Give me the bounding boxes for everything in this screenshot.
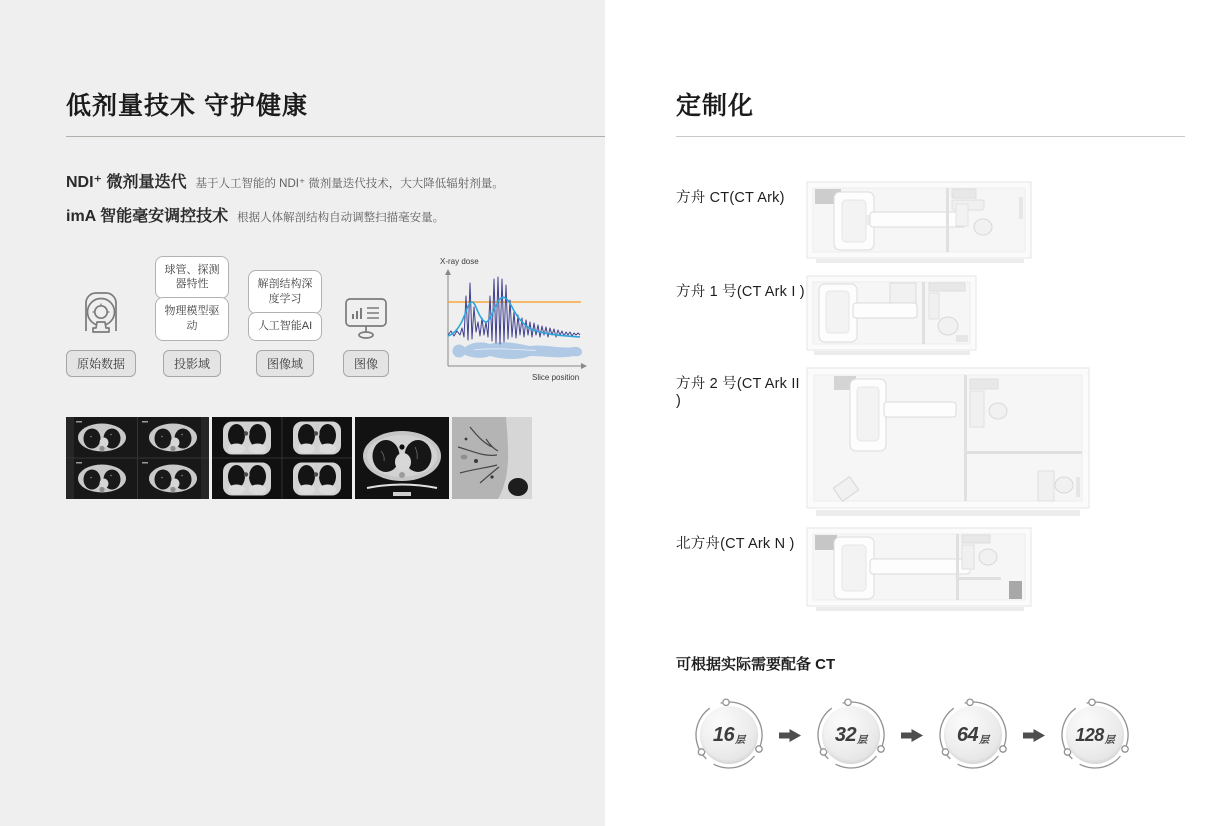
model-row-ct-ark — [676, 179, 1185, 265]
feature-ima-desc: 根据人体解剖结构自动调整扫描毫安量。 — [237, 212, 445, 224]
patient-silhouette — [453, 342, 583, 359]
ct-image-axial-grid — [66, 417, 209, 499]
floorplan-ct-ark-2 — [806, 365, 1090, 517]
customization-section — [605, 0, 1209, 826]
slice-unit: 层 — [979, 735, 990, 746]
slice-count: 64 — [956, 723, 979, 746]
ai-pipeline-diagram — [66, 252, 605, 382]
slice-unit: 层 — [857, 735, 868, 746]
slice-count: 32 — [834, 723, 857, 746]
arrow-right-icon — [778, 728, 802, 743]
chip-projection-domain: 投影域 — [163, 350, 221, 377]
slice-unit: 层 — [735, 735, 746, 746]
box-tube-detector: 球管、探测器特性 — [155, 256, 229, 300]
feature-list — [66, 169, 605, 226]
ct-option-32 — [814, 698, 888, 772]
box-ai: 人工智能AI — [248, 312, 322, 341]
slice-count: 16 — [712, 723, 735, 746]
feature-ndi-name: NDI⁺ 微剂量迭代 — [66, 174, 187, 191]
feature-ndi-desc: 基于人工智能的 NDI⁺ 微剂量迭代技术，大大降低辐射剂量。 — [195, 178, 504, 190]
chip-image: 图像 — [343, 350, 389, 377]
arrow-right-icon — [900, 728, 924, 743]
ct-image-lung-zoom — [452, 417, 532, 499]
box-anatomy-learning: 解剖结构深度学习 — [248, 270, 322, 314]
model-label: 方舟 CT(CT Ark) — [676, 190, 785, 206]
image-domain-boxes — [248, 270, 322, 341]
floorplan-ct-ark — [806, 179, 1032, 265]
left-section-title: 低剂量技术 守护健康 — [66, 92, 308, 120]
pipeline-stage-image-domain — [248, 270, 322, 377]
left-title-divider — [66, 136, 605, 137]
model-label: 北方舟(CT Ark N ) — [676, 536, 795, 552]
model-label: 方舟 1 号(CT Ark I ) — [676, 284, 805, 300]
ct-image-coronal-grid — [212, 417, 352, 499]
ct-option-16 — [692, 698, 766, 772]
right-title-divider — [676, 136, 1185, 137]
slice-count: 128 — [1075, 724, 1104, 745]
ct-slice-options — [692, 698, 1185, 772]
model-label: 方舟 2 号(CT Ark II ) — [676, 376, 800, 409]
box-physics-model: 物理模型驱动 — [155, 297, 229, 341]
ct-image-strip — [66, 417, 605, 499]
model-list — [676, 179, 1185, 613]
feature-ima-name: imA 智能毫安调控技术 — [66, 208, 229, 225]
ct-gantry-icon — [76, 289, 126, 341]
ct-option-64 — [936, 698, 1010, 772]
feature-ima — [66, 203, 605, 226]
ct-option-128 — [1058, 698, 1132, 772]
dose-chart — [434, 252, 592, 393]
slice-unit: 层 — [1104, 735, 1115, 746]
feature-ndi — [66, 169, 605, 192]
chart-title: X-ray dose — [440, 257, 479, 266]
floorplan-ct-ark-1 — [806, 273, 977, 357]
projection-boxes — [155, 256, 229, 341]
pipeline-stage-image — [341, 295, 391, 377]
chart-xlabel: Slice position — [532, 373, 580, 382]
chip-raw-data: 原始数据 — [66, 350, 136, 377]
ct-option-note: 可根据实际需要配备 CT — [676, 656, 836, 673]
ct-image-axial-single — [355, 417, 449, 499]
arrow-right-icon — [1022, 728, 1046, 743]
model-row-ct-ark-2 — [676, 365, 1185, 517]
model-row-ct-ark-n — [676, 525, 1185, 613]
chip-image-domain: 图像域 — [256, 350, 314, 377]
model-row-ct-ark-1 — [676, 273, 1185, 357]
pipeline-stage-rawdata — [66, 289, 136, 377]
pipeline-stage-projection — [155, 256, 229, 377]
floorplan-ct-ark-n — [806, 525, 1032, 613]
right-section-title: 定制化 — [676, 92, 755, 120]
monitor-icon — [341, 295, 391, 341]
